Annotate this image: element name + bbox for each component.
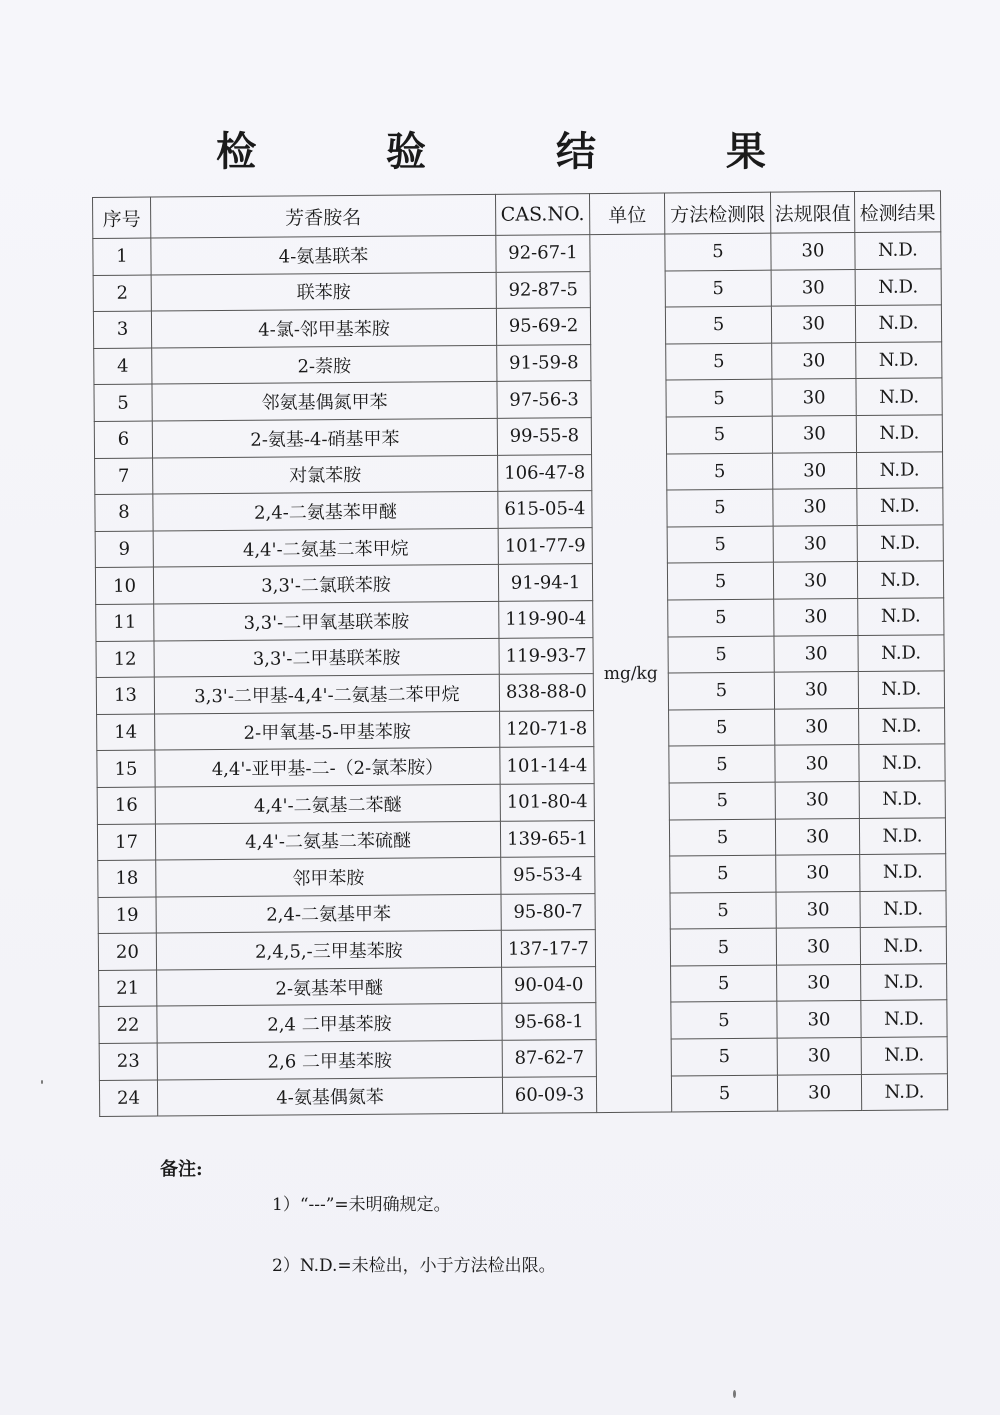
cell-name: 2,4-二氨基苯甲醚: [153, 491, 498, 530]
cell-limit: 30: [777, 1074, 861, 1111]
cell-name: 2,6 二甲基苯胺: [157, 1040, 502, 1079]
cell-cas: 95-68-1: [502, 1003, 596, 1040]
cell-result: N.D.: [861, 1000, 947, 1037]
cell-result: N.D.: [856, 415, 942, 452]
scan-speck: [41, 1080, 43, 1084]
results-table-wrapper: [92, 190, 948, 1117]
cell-name: 邻氨基偶氮甲苯: [152, 382, 497, 421]
cell-limit: 30: [775, 708, 859, 745]
cell-unit: mg/kg: [590, 234, 672, 1113]
cell-limit: 30: [776, 855, 860, 892]
cell-name: 4,4'-二氨基二苯醚: [155, 784, 500, 823]
cell-no: 23: [99, 1043, 157, 1080]
cell-mdl: 5: [668, 599, 774, 636]
cell-no: 10: [95, 567, 153, 604]
table-body: [93, 232, 948, 1117]
cell-name: 2-甲氧基-5-甲基苯胺: [155, 711, 500, 750]
cell-result: N.D.: [860, 854, 946, 891]
cell-mdl: 5: [670, 855, 776, 892]
cell-cas: 119-90-4: [499, 601, 593, 638]
cell-result: N.D.: [859, 708, 945, 745]
cell-no: 18: [98, 860, 156, 897]
cell-name: 4,4'-二氨基二苯甲烷: [153, 528, 498, 567]
cell-limit: 30: [773, 489, 857, 526]
cell-result: N.D.: [861, 964, 947, 1001]
cell-mdl: 5: [671, 1002, 777, 1039]
cell-cas: 92-87-5: [496, 271, 590, 308]
cell-cas: 91-94-1: [498, 564, 592, 601]
cell-limit: 30: [776, 928, 860, 965]
cell-limit: 30: [775, 818, 859, 855]
cell-cas: 87-62-7: [502, 1040, 596, 1077]
cell-no: 4: [94, 348, 152, 385]
cell-result: N.D.: [860, 891, 946, 928]
cell-result: N.D.: [855, 232, 941, 269]
cell-name: 2-氨基苯甲醚: [157, 967, 502, 1006]
cell-no: 2: [93, 275, 151, 312]
cell-name: 4-氯-邻甲基苯胺: [151, 309, 496, 348]
cell-limit: 30: [776, 891, 860, 928]
cell-limit: 30: [775, 745, 859, 782]
cell-no: 14: [97, 714, 155, 751]
header-no: 序号: [93, 197, 151, 238]
cell-limit: 30: [774, 635, 858, 672]
cell-cas: 90-04-0: [502, 966, 596, 1003]
cell-name: 4,4'-亚甲基-二-（2-氯苯胺）: [155, 748, 500, 787]
cell-mdl: 5: [668, 636, 774, 673]
header-cas: CAS.NO.: [495, 194, 589, 236]
note-item: 2）N.D.=未检出，小于方法检出限。: [272, 1256, 556, 1276]
cell-name: 2,4-二氨基甲苯: [156, 894, 501, 933]
cell-mdl: 5: [665, 270, 771, 307]
cell-result: N.D.: [858, 598, 944, 635]
cell-no: 20: [98, 933, 156, 970]
cell-result: N.D.: [856, 342, 942, 379]
cell-no: 12: [96, 641, 154, 678]
cell-no: 9: [95, 531, 153, 568]
cell-result: N.D.: [860, 927, 946, 964]
cell-mdl: 5: [667, 563, 773, 600]
cell-limit: 30: [773, 525, 857, 562]
cell-cas: 95-80-7: [501, 893, 595, 930]
cell-no: 13: [96, 677, 154, 714]
cell-mdl: 5: [669, 709, 775, 746]
cell-limit: 30: [773, 562, 857, 599]
table-header-row: [93, 191, 941, 239]
cell-result: N.D.: [855, 305, 941, 342]
page-title: 检 验 结 果: [216, 128, 824, 175]
cell-cas: 95-69-2: [496, 308, 590, 345]
cell-no: 5: [94, 384, 152, 421]
cell-limit: 30: [774, 598, 858, 635]
cell-name: 4-氨基联苯: [151, 235, 496, 274]
cell-mdl: 5: [671, 965, 777, 1002]
cell-limit: 30: [775, 781, 859, 818]
cell-no: 11: [96, 604, 154, 641]
cell-limit: 30: [777, 964, 861, 1001]
cell-no: 19: [98, 897, 156, 934]
note-item: 1）“---”=未明确规定。: [272, 1195, 451, 1215]
results-table: [92, 190, 948, 1117]
cell-result: N.D.: [857, 451, 943, 488]
cell-result: N.D.: [855, 268, 941, 305]
cell-mdl: 5: [666, 380, 772, 417]
cell-limit: 30: [771, 306, 855, 343]
cell-mdl: 5: [668, 672, 774, 709]
cell-cas: 615-05-4: [498, 491, 592, 528]
notes-label: 备注:: [160, 1159, 203, 1180]
cell-cas: 97-56-3: [497, 381, 591, 418]
cell-name: 3,3'-二甲基-4,4'-二氨基二苯甲烷: [154, 674, 499, 713]
cell-no: 1: [93, 238, 151, 275]
cell-result: N.D.: [857, 488, 943, 525]
cell-name: 4,4'-二氨基二苯硫醚: [155, 821, 500, 860]
cell-limit: 30: [772, 415, 856, 452]
cell-result: N.D.: [861, 1037, 947, 1074]
cell-name: 2,4 二甲基苯胺: [157, 1004, 502, 1043]
cell-mdl: 5: [670, 892, 776, 929]
header-result: 检测结果: [854, 191, 940, 233]
cell-mdl: 5: [671, 1075, 777, 1112]
cell-result: N.D.: [859, 744, 945, 781]
cell-name: 3,3'-二甲基联苯胺: [154, 638, 499, 677]
cell-limit: 30: [777, 1038, 861, 1075]
cell-mdl: 5: [669, 819, 775, 856]
cell-mdl: 5: [667, 489, 773, 526]
cell-name: 2-氨基-4-硝基甲苯: [152, 418, 497, 457]
cell-no: 21: [99, 970, 157, 1007]
cell-no: 16: [97, 787, 155, 824]
cell-result: N.D.: [859, 781, 945, 818]
scan-speck: [733, 1390, 736, 1398]
cell-cas: 139-65-1: [500, 820, 594, 857]
cell-mdl: 5: [669, 782, 775, 819]
header-limit: 法规限值: [770, 192, 854, 234]
cell-mdl: 5: [667, 453, 773, 490]
cell-name: 2-萘胺: [152, 345, 497, 384]
cell-result: N.D.: [857, 561, 943, 598]
table-row: [99, 1073, 947, 1116]
cell-name: 3,3'-二甲氧基联苯胺: [154, 601, 499, 640]
cell-cas: 137-17-7: [501, 930, 595, 967]
cell-limit: 30: [771, 233, 855, 270]
cell-name: 2,4,5,-三甲基苯胺: [156, 931, 501, 970]
cell-name: 联苯胺: [151, 272, 496, 311]
cell-no: 24: [99, 1080, 157, 1117]
cell-cas: 101-80-4: [500, 783, 594, 820]
cell-cas: 106-47-8: [498, 454, 592, 491]
cell-mdl: 5: [665, 306, 771, 343]
cell-name: 3,3'-二氯联苯胺: [153, 565, 498, 604]
cell-name: 对氯苯胺: [153, 455, 498, 494]
cell-mdl: 5: [665, 233, 771, 270]
cell-cas: 119-93-7: [499, 637, 593, 674]
cell-cas: 838-88-0: [499, 674, 593, 711]
cell-result: N.D.: [859, 817, 945, 854]
cell-result: N.D.: [857, 525, 943, 562]
header-unit: 单位: [589, 193, 664, 235]
cell-cas: 101-14-4: [500, 747, 594, 784]
cell-cas: 120-71-8: [500, 710, 594, 747]
cell-result: N.D.: [861, 1073, 947, 1110]
cell-name: 4-氨基偶氮苯: [157, 1077, 502, 1116]
cell-cas: 95-53-4: [501, 857, 595, 894]
cell-no: 17: [97, 824, 155, 861]
cell-name: 邻甲苯胺: [156, 857, 501, 896]
cell-no: 6: [94, 421, 152, 458]
cell-mdl: 5: [666, 416, 772, 453]
cell-limit: 30: [772, 379, 856, 416]
cell-mdl: 5: [670, 928, 776, 965]
header-name: 芳香胺名: [151, 194, 496, 238]
cell-mdl: 5: [669, 745, 775, 782]
cell-cas: 91-59-8: [497, 344, 591, 381]
cell-no: 22: [99, 1006, 157, 1043]
cell-no: 7: [95, 458, 153, 495]
cell-limit: 30: [774, 672, 858, 709]
cell-cas: 60-09-3: [502, 1076, 596, 1113]
header-mdl: 方法检测限: [664, 192, 770, 234]
cell-limit: 30: [773, 452, 857, 489]
cell-result: N.D.: [858, 634, 944, 671]
cell-result: N.D.: [858, 671, 944, 708]
cell-cas: 92-67-1: [496, 235, 590, 272]
cell-no: 15: [97, 750, 155, 787]
cell-cas: 99-55-8: [497, 418, 591, 455]
cell-mdl: 5: [667, 526, 773, 563]
cell-no: 3: [93, 311, 151, 348]
cell-result: N.D.: [856, 378, 942, 415]
cell-cas: 101-77-9: [498, 527, 592, 564]
cell-limit: 30: [777, 1001, 861, 1038]
cell-mdl: 5: [666, 343, 772, 380]
cell-mdl: 5: [671, 1038, 777, 1075]
cell-no: 8: [95, 494, 153, 531]
cell-limit: 30: [771, 269, 855, 306]
cell-limit: 30: [772, 342, 856, 379]
